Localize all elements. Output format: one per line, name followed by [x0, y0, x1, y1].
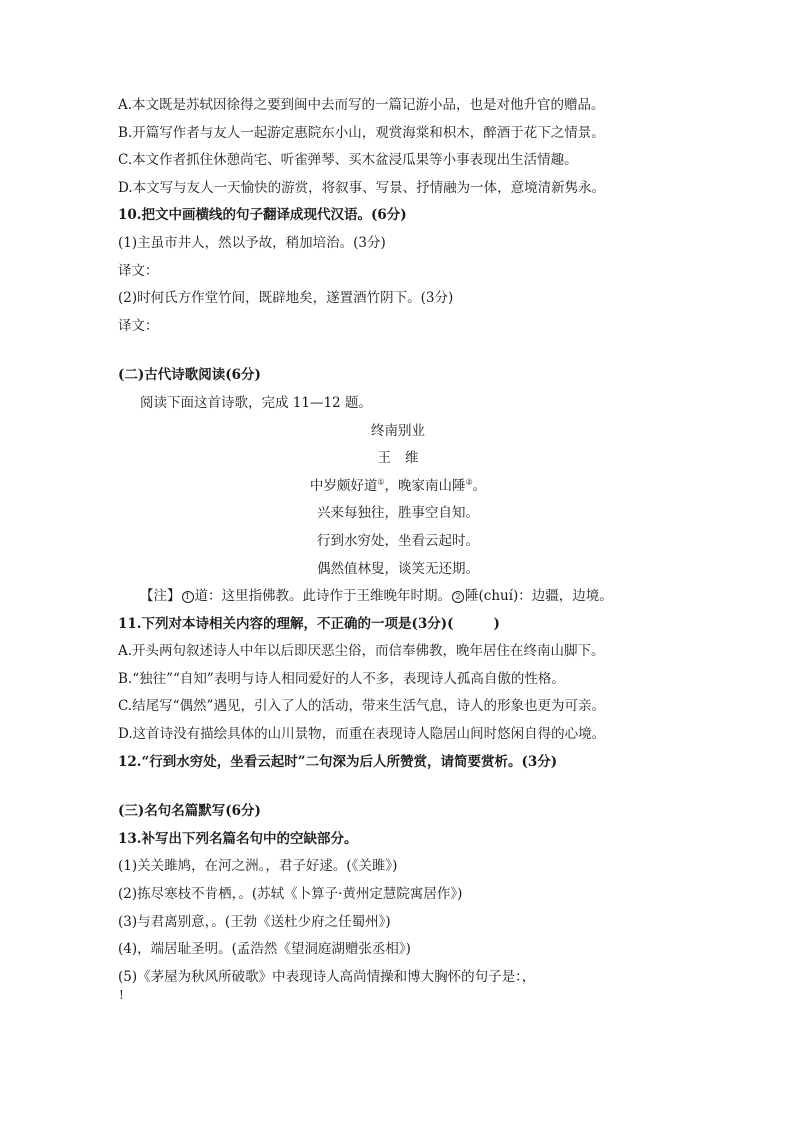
document-page	[118, 92, 678, 991]
q13-title: 13.补写出下列名篇名句中的空缺部分。	[118, 830, 358, 847]
poetry-instruction: 阅读下面这首诗歌，完成 11—12 题。	[140, 394, 372, 411]
poem-author: 王维	[377, 450, 433, 467]
footnote-marker-1: ①	[377, 477, 385, 487]
poem-line-2: 兴来每独往，胜事空自知。	[317, 505, 479, 522]
q13-item-3: (3)与君离别意，。(王勃《送杜少府之任蜀州》)	[118, 913, 391, 930]
q10-sentence-2: (2)时何氏方作堂竹间，既辟地矣，遂置酒竹阴下。(3分)	[118, 290, 454, 307]
note-number-1: 1	[182, 591, 194, 603]
q10-sentence-1: (1)主虽市井人，然以予故，稍加培治。(3分)	[118, 234, 386, 251]
poem-line-1: 中岁颇好道①，晚家南山陲②。	[309, 477, 487, 494]
stray-mark: !	[119, 988, 124, 1002]
q13-item-1: (1)关关雎鸠，在河之洲。，君子好逑。(《关雎》)	[118, 858, 398, 875]
q11-title: 11.下列对本诗相关内容的理解，不正确的一项是(3分)( )	[118, 615, 500, 632]
q9-option-a: A.本文既是苏轼因徐得之要到闽中去而写的一篇记游小品，也是对他升官的赠品。	[118, 97, 605, 113]
q12-title: 12.“行到水穷处，坐看云起时”二句深为后人所赞赏，请简要赏析。(3分)	[118, 753, 558, 770]
poem-title: 终南别业	[371, 422, 425, 439]
q10-translation-1: 译文：	[118, 262, 159, 279]
footnote-marker-2: ②	[465, 477, 473, 487]
poetry-section-heading: (二)古代诗歌阅读(6分)	[118, 367, 261, 384]
note-number-2: 2	[452, 591, 464, 603]
q11-option-d: D.这首诗没有描绘具体的山川景物，而重在表现诗人隐居山间时悠闲自得的心境。	[118, 726, 606, 743]
poem-line-3: 行到水穷处，坐看云起时。	[317, 532, 479, 549]
q9-option-c: C.本文作者抓住休憩尚宅、听雀弹琴、买木盆浸瓜果等小事表现出生活情趣。	[118, 152, 578, 169]
q13-item-2: (2)拣尽寒枝不肯栖，。(苏轼《卜算子·黄州定慧院寓居作》)	[118, 886, 463, 903]
q13-item-4: (4)，端居耻圣明。(孟浩然《望洞庭湖赠张丞相》)	[118, 941, 411, 958]
q11-option-b: B.“独往”“自知”表明与诗人相同爱好的人不多，表现诗人孤高自傲的性格。	[118, 670, 565, 687]
q11-option-a: A.开头两句叙述诗人中年以后即厌恶尘俗，而信奉佛教，晚年居住在终南山脚下。	[118, 643, 605, 660]
mingju-section-heading: (三)名句名篇默写(6分)	[118, 803, 261, 820]
q13-item-5: (5)《茅屋为秋风所破歌》中表现诗人高尚情操和博大胸怀的句子是：，	[118, 968, 536, 985]
poem-line-4: 偶然值林叟，谈笑无还期。	[317, 560, 479, 577]
poem-note: 【注】 1 道：这里指佛教。此诗作于王维晚年时期。 2 陲(chuí)：边疆，边境。	[140, 588, 613, 605]
q10-translation-2: 译文：	[118, 317, 159, 334]
q11-option-c: C.结尾写“偶然”遇见，引入了人的活动，带来生活气息，诗人的形象也更为可亲。	[118, 698, 605, 715]
q9-option-b: B.开篇写作者与友人一起游定惠院东小山，观赏海棠和枳木，醉酒于花下之情景。	[118, 124, 605, 141]
q10-title: 10.把文中画横线的句子翻译成现代汉语。(6分)	[118, 207, 407, 224]
q9-option-d: D.本文写与友人一天愉快的游赏，将叙事、写景、抒情融为一体，意境清新隽永。	[118, 179, 606, 196]
